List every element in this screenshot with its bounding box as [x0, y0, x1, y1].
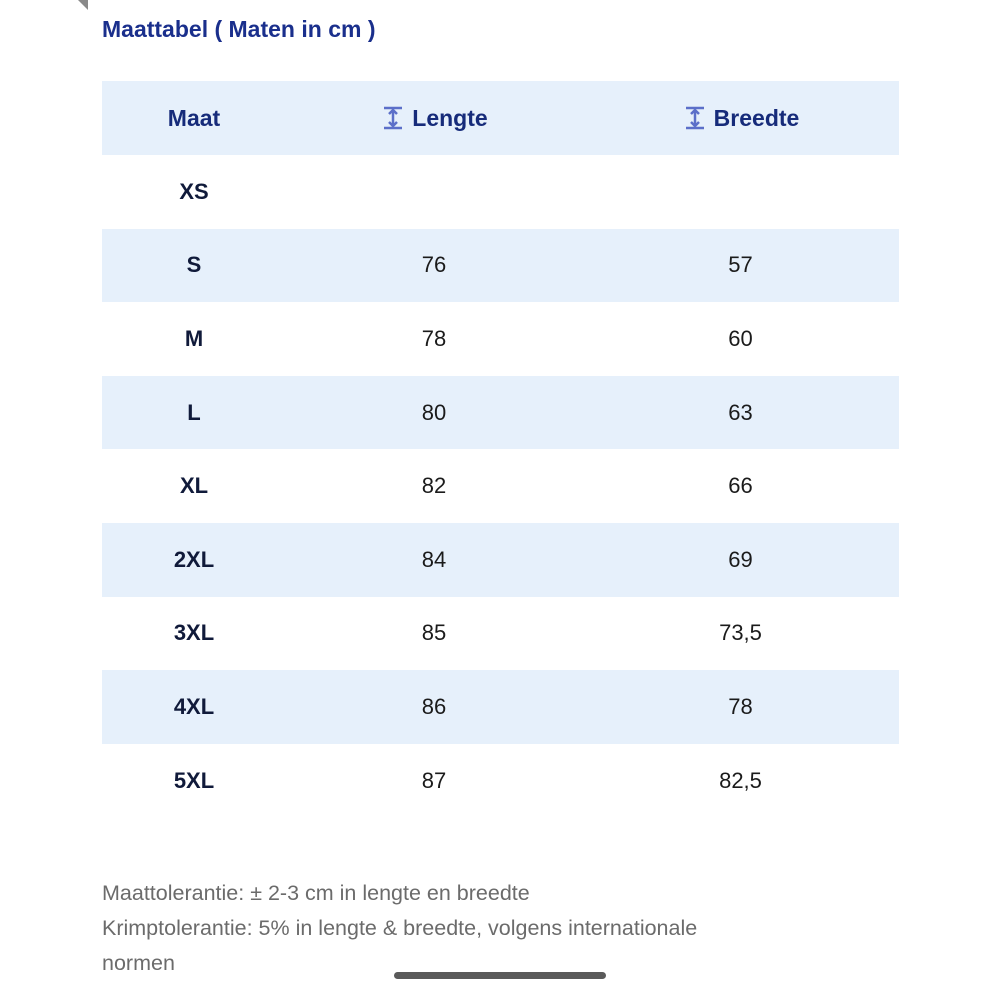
row-length: 86	[421, 693, 447, 719]
vertical-measure-icon	[380, 105, 406, 131]
row-size: XS	[179, 178, 209, 204]
row-length: 76	[421, 252, 447, 278]
vertical-measure-icon	[682, 105, 708, 131]
table-row	[102, 302, 899, 376]
table-row	[102, 155, 899, 229]
row-size: M	[184, 325, 204, 351]
table-row	[102, 449, 899, 523]
row-width: 69	[728, 546, 753, 572]
row-size: 3XL	[173, 620, 215, 646]
row-size: L	[187, 399, 201, 425]
table-row	[102, 670, 899, 744]
corner-mark	[78, 0, 88, 10]
table-header	[102, 81, 899, 155]
shrink-tolerance-note: Krimptolerantie: 5% in lengte & breedte, volgens internationale	[102, 916, 698, 940]
row-length: 80	[421, 399, 447, 425]
row-size: 4XL	[173, 693, 215, 719]
header-width-label: Breedte	[713, 104, 800, 131]
row-width: 57	[728, 252, 753, 278]
page-title: Maattabel ( Maten in cm )	[102, 16, 376, 42]
home-indicator[interactable]	[394, 972, 606, 979]
size-tolerance-note: Maattolerantie: ± 2-3 cm in lengte en breedte	[102, 881, 530, 905]
shrink-tolerance-note-cont: normen	[102, 951, 175, 975]
row-length: 78	[421, 325, 447, 351]
table-row	[102, 597, 899, 671]
table-row	[102, 744, 899, 818]
row-width: 73,5	[719, 620, 762, 646]
header-length	[286, 105, 582, 132]
header-length-label: Lengte	[412, 104, 488, 131]
header-size: Maat	[167, 104, 221, 131]
row-width: 66	[728, 473, 753, 499]
row-length: 82	[421, 473, 447, 499]
tolerance-notes	[102, 876, 902, 981]
row-length: 85	[421, 620, 447, 646]
row-length: 84	[421, 546, 447, 572]
row-size: 2XL	[173, 546, 215, 572]
row-size: S	[186, 252, 202, 278]
table-row	[102, 229, 899, 303]
row-size: 5XL	[173, 767, 215, 793]
row-width: 60	[728, 325, 753, 351]
row-length: 87	[421, 767, 447, 793]
size-table	[102, 81, 899, 817]
table-row	[102, 523, 899, 597]
row-width: 82,5	[719, 767, 762, 793]
row-width: 78	[728, 693, 753, 719]
header-width	[582, 105, 899, 132]
row-width: 63	[728, 399, 753, 425]
table-row	[102, 376, 899, 450]
row-size: XL	[179, 473, 209, 499]
